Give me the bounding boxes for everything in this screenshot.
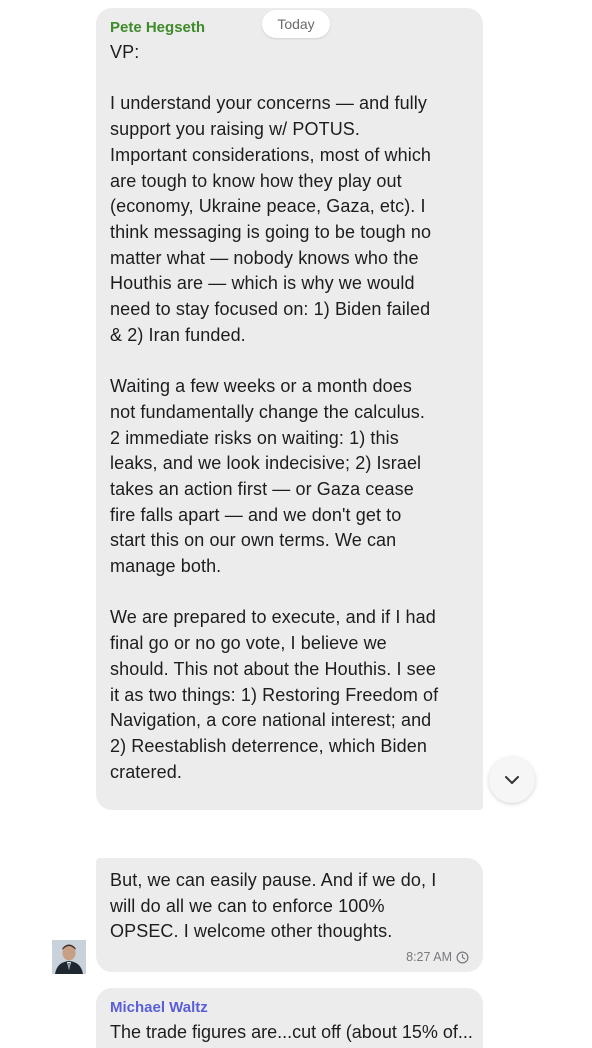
message-text: The trade figures are...cut off (about 15% of... — [110, 1022, 473, 1042]
message-bubble[interactable] — [96, 858, 483, 972]
avatar-photo — [52, 940, 86, 974]
message-meta — [406, 950, 469, 964]
message-text: But, we can easily pause. And if we do, I will do all we can to enforce 100% OPSEC. I welcome other thoughts. — [110, 870, 437, 942]
sender-name[interactable]: Pete Hegseth — [110, 19, 206, 36]
date-separator: Today — [262, 10, 330, 38]
avatar[interactable] — [52, 940, 86, 974]
message-bubble[interactable] — [96, 8, 483, 810]
message-time: 8:27 AM — [406, 950, 452, 964]
scroll-to-bottom-button[interactable] — [489, 757, 535, 803]
message-bubble[interactable] — [96, 988, 483, 1048]
clock-icon — [456, 951, 469, 964]
message-text: VP: I understand your concerns — and fully support you raising w/ POTUS. Important considerations, most of which are tough to know how they play out (economy, Ukraine peace, Gaza, etc). I think messaging is going to be tough no matter what — nobody knows who the Houthis are — which is why we would need to stay focused on: 1) Biden failed & 2) Iran funded. Waiting a few weeks or a month does not fundamentally change the calculus. 2 immediate risks on waiting: 1) this leaks, and we look indecisive; 2) Israel takes an action first — or Gaza cease fire falls apart — and we don't get to start this on our own terms. We can manage both. We are prepared to execute, and if I had final go or no go vote, I believe we should. This not about the Houthis. I see it as two things: 1) Restoring Freedom of Navigation, a core national interest; and 2) Reestablish deterrence, which Biden cratered. — [110, 42, 439, 782]
chevron-down-icon — [504, 775, 520, 785]
sender-name[interactable]: Michael Waltz — [110, 999, 208, 1016]
